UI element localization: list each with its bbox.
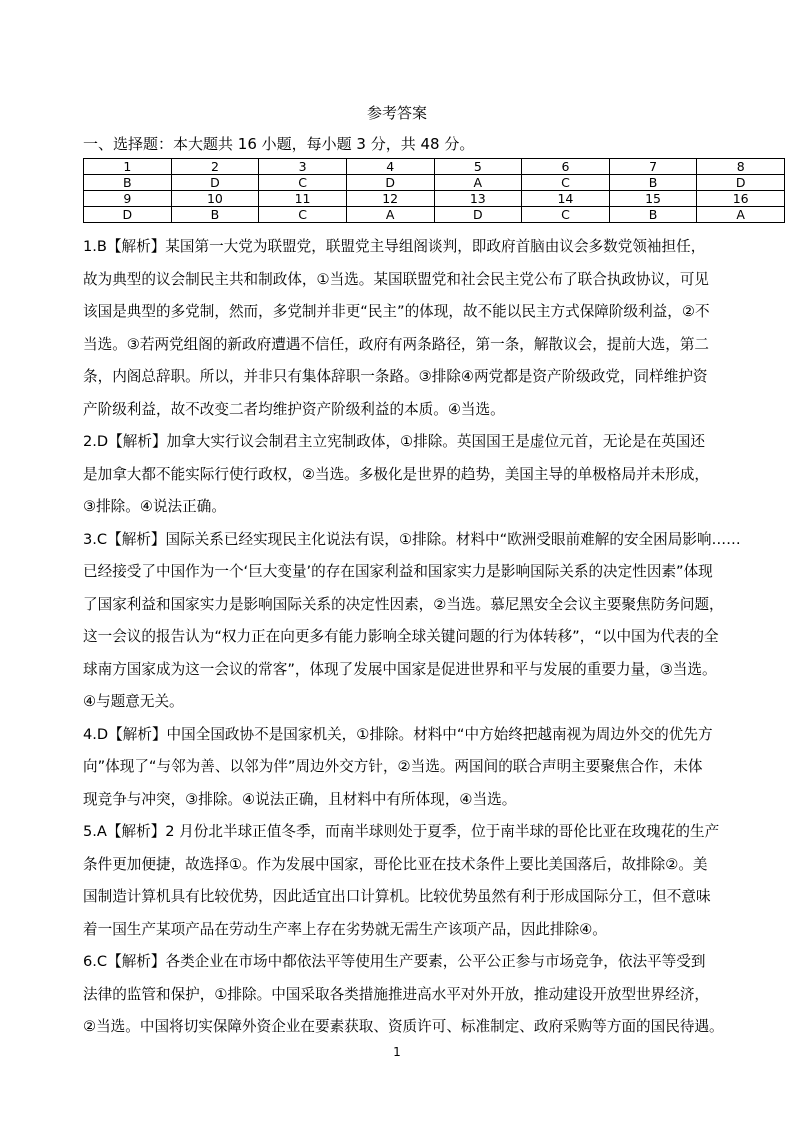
text-line: 产阶级利益，故不改变二者均维护资产阶级利益的本质。④当选。: [83, 400, 505, 418]
explanation-q3: [83, 524, 785, 719]
table-cell: 14: [522, 191, 610, 207]
table-cell: 2: [171, 159, 259, 175]
table-cell: 4: [346, 159, 434, 175]
table-cell: C: [522, 207, 610, 223]
text-line: 当选。③若两党组阁的新政府遭遇不信任，政府有两条路径，第一条，解散议会，提前大选，第二: [83, 335, 710, 353]
table-cell: D: [84, 207, 172, 223]
text-line: 条，内阁总辞职。所以，并非只有集体辞职一条路。③排除④两党都是资产阶级政党，同样维护资: [83, 368, 708, 385]
table-cell: 15: [609, 191, 697, 207]
text-line: 条件更加便捷，故选择①。作为发展中国家，哥伦比亚在技术条件上要比美国落后，故排除②。美: [83, 855, 708, 873]
table-cell: 3: [259, 159, 347, 175]
text-line: ③排除。④说法正确。: [83, 498, 226, 515]
text-line: 现竞争与冲突，③排除。④说法正确，且材料中有所体现，④当选。: [83, 790, 517, 808]
table-cell: 9: [84, 191, 172, 207]
text-line: 故为典型的议会制民主共和制政体，①当选。某国联盟党和社会民主党公布了联合执政协议，可见: [83, 270, 710, 288]
page-number: 1: [393, 1045, 401, 1059]
table-cell: A: [434, 175, 522, 191]
table-cell: 12: [346, 191, 434, 207]
answer-table: [83, 158, 785, 223]
table-cell: D: [171, 175, 259, 191]
text-line: 5.A【解析】2 月份北半球正值冬季，而南半球则处于夏季，位于南半球的哥伦比亚在玫瑰花的生产: [83, 823, 720, 840]
table-cell: C: [522, 175, 610, 191]
table-row: [84, 207, 785, 223]
table-cell: 1: [84, 159, 172, 175]
answer-explanations: [83, 231, 785, 1044]
text-line: 向”体现了“与邻为善、以邻为伴”周边外交方针，②当选。两国间的联合声明主要聚焦合作，未体: [83, 758, 703, 775]
text-line: 该国是典型的多党制，然而，多党制并非更“民主”的体现，故不能以民主方式保障阶级利益，②不: [83, 303, 710, 320]
text-line: 6.C【解析】各类企业在市场中都依法平等使用生产要素，公平公正参与市场竞争，依法平等受到: [83, 953, 706, 970]
text-line: 4.D【解析】中国全国政协不是国家机关，①排除。材料中“中方始终把越南视为周边外交的优先方: [83, 725, 713, 743]
text-line: 这一会议的报告认为“权力正在向更多有能力影响全球关键问题的行为体转移”，“以中国为代表的全: [83, 628, 719, 645]
table-cell: 5: [434, 159, 522, 175]
explanation-q6: [83, 946, 785, 1044]
page-title: 参考答案: [366, 104, 427, 122]
text-line: 国制造计算机具有比较优势，因此适宜出口计算机。比较优势虽然有利于形成国际分工，但不意味: [83, 888, 711, 905]
section-heading: 一、选择题：本大题共 16 小题，每小题 3 分，共 48 分。: [83, 135, 475, 153]
table-cell: 8: [697, 159, 785, 175]
table-cell: A: [346, 207, 434, 223]
table-cell: 11: [259, 191, 347, 207]
text-line: 3.C【解析】国际关系已经实现民主化说法有误，①排除。材料中“欧洲受眼前难解的安全困局影响……: [83, 530, 741, 548]
table-cell: D: [434, 207, 522, 223]
text-line: 已经接受了中国作为一个‘巨大变量’的存在国家利益和国家实力是影响国际关系的决定性因素”体现: [83, 563, 713, 580]
table-cell: D: [346, 175, 434, 191]
table-row: [84, 159, 785, 175]
table-cell: D: [697, 175, 785, 191]
table-cell: 16: [697, 191, 785, 207]
text-line: 2.D【解析】加拿大实行议会制君主立宪制政体，①排除。英国国王是虚位元首，无论是在英国还: [83, 433, 705, 450]
table-row: [84, 191, 785, 207]
table-cell: 7: [609, 159, 697, 175]
table-cell: C: [259, 175, 347, 191]
explanation-q2: [83, 426, 785, 524]
text-line: 1.B【解析】某国第一大党为联盟党，联盟党主导组阁谈判，即政府首脑由议会多数党领袖担任，: [83, 238, 706, 255]
text-line: 是加拿大都不能实际行使行政权，②当选。多极化是世界的趋势，美国主导的单极格局并未形成，: [83, 465, 710, 483]
table-cell: 10: [171, 191, 259, 207]
table-cell: 13: [434, 191, 522, 207]
text-line: ②当选。中国将切实保障外资企业在要素获取、资质许可、标准制定、政府采购等方面的国民待遇。: [83, 1018, 724, 1035]
table-cell: B: [609, 207, 697, 223]
explanation-q1: [83, 231, 785, 426]
table-cell: C: [259, 207, 347, 223]
table-row: [84, 175, 785, 191]
explanation-q5: [83, 816, 785, 946]
text-line: 了国家利益和国家实力是影响国际关系的决定性因素，②当选。慕尼黑安全会议主要聚焦防务问题，: [83, 595, 724, 613]
text-line: 球南方国家成为这一会议的常客”，体现了发展中国家是促进世界和平与发展的重要力量，③当选。: [83, 660, 717, 678]
table-cell: B: [84, 175, 172, 191]
explanation-q4: [83, 719, 785, 817]
table-cell: 6: [522, 159, 610, 175]
text-line: 法律的监管和保护，①排除。中国采取各类措施推进高水平对外开放，推动建设开放型世界经济，: [83, 985, 710, 1003]
table-cell: A: [697, 207, 785, 223]
table-cell: B: [609, 175, 697, 191]
table-cell: B: [171, 207, 259, 223]
text-line: ④与题意无关。: [83, 693, 184, 710]
text-line: 着一国生产某项产品在劳动生产率上存在劣势就无需生产该项产品，因此排除④。: [83, 920, 607, 938]
